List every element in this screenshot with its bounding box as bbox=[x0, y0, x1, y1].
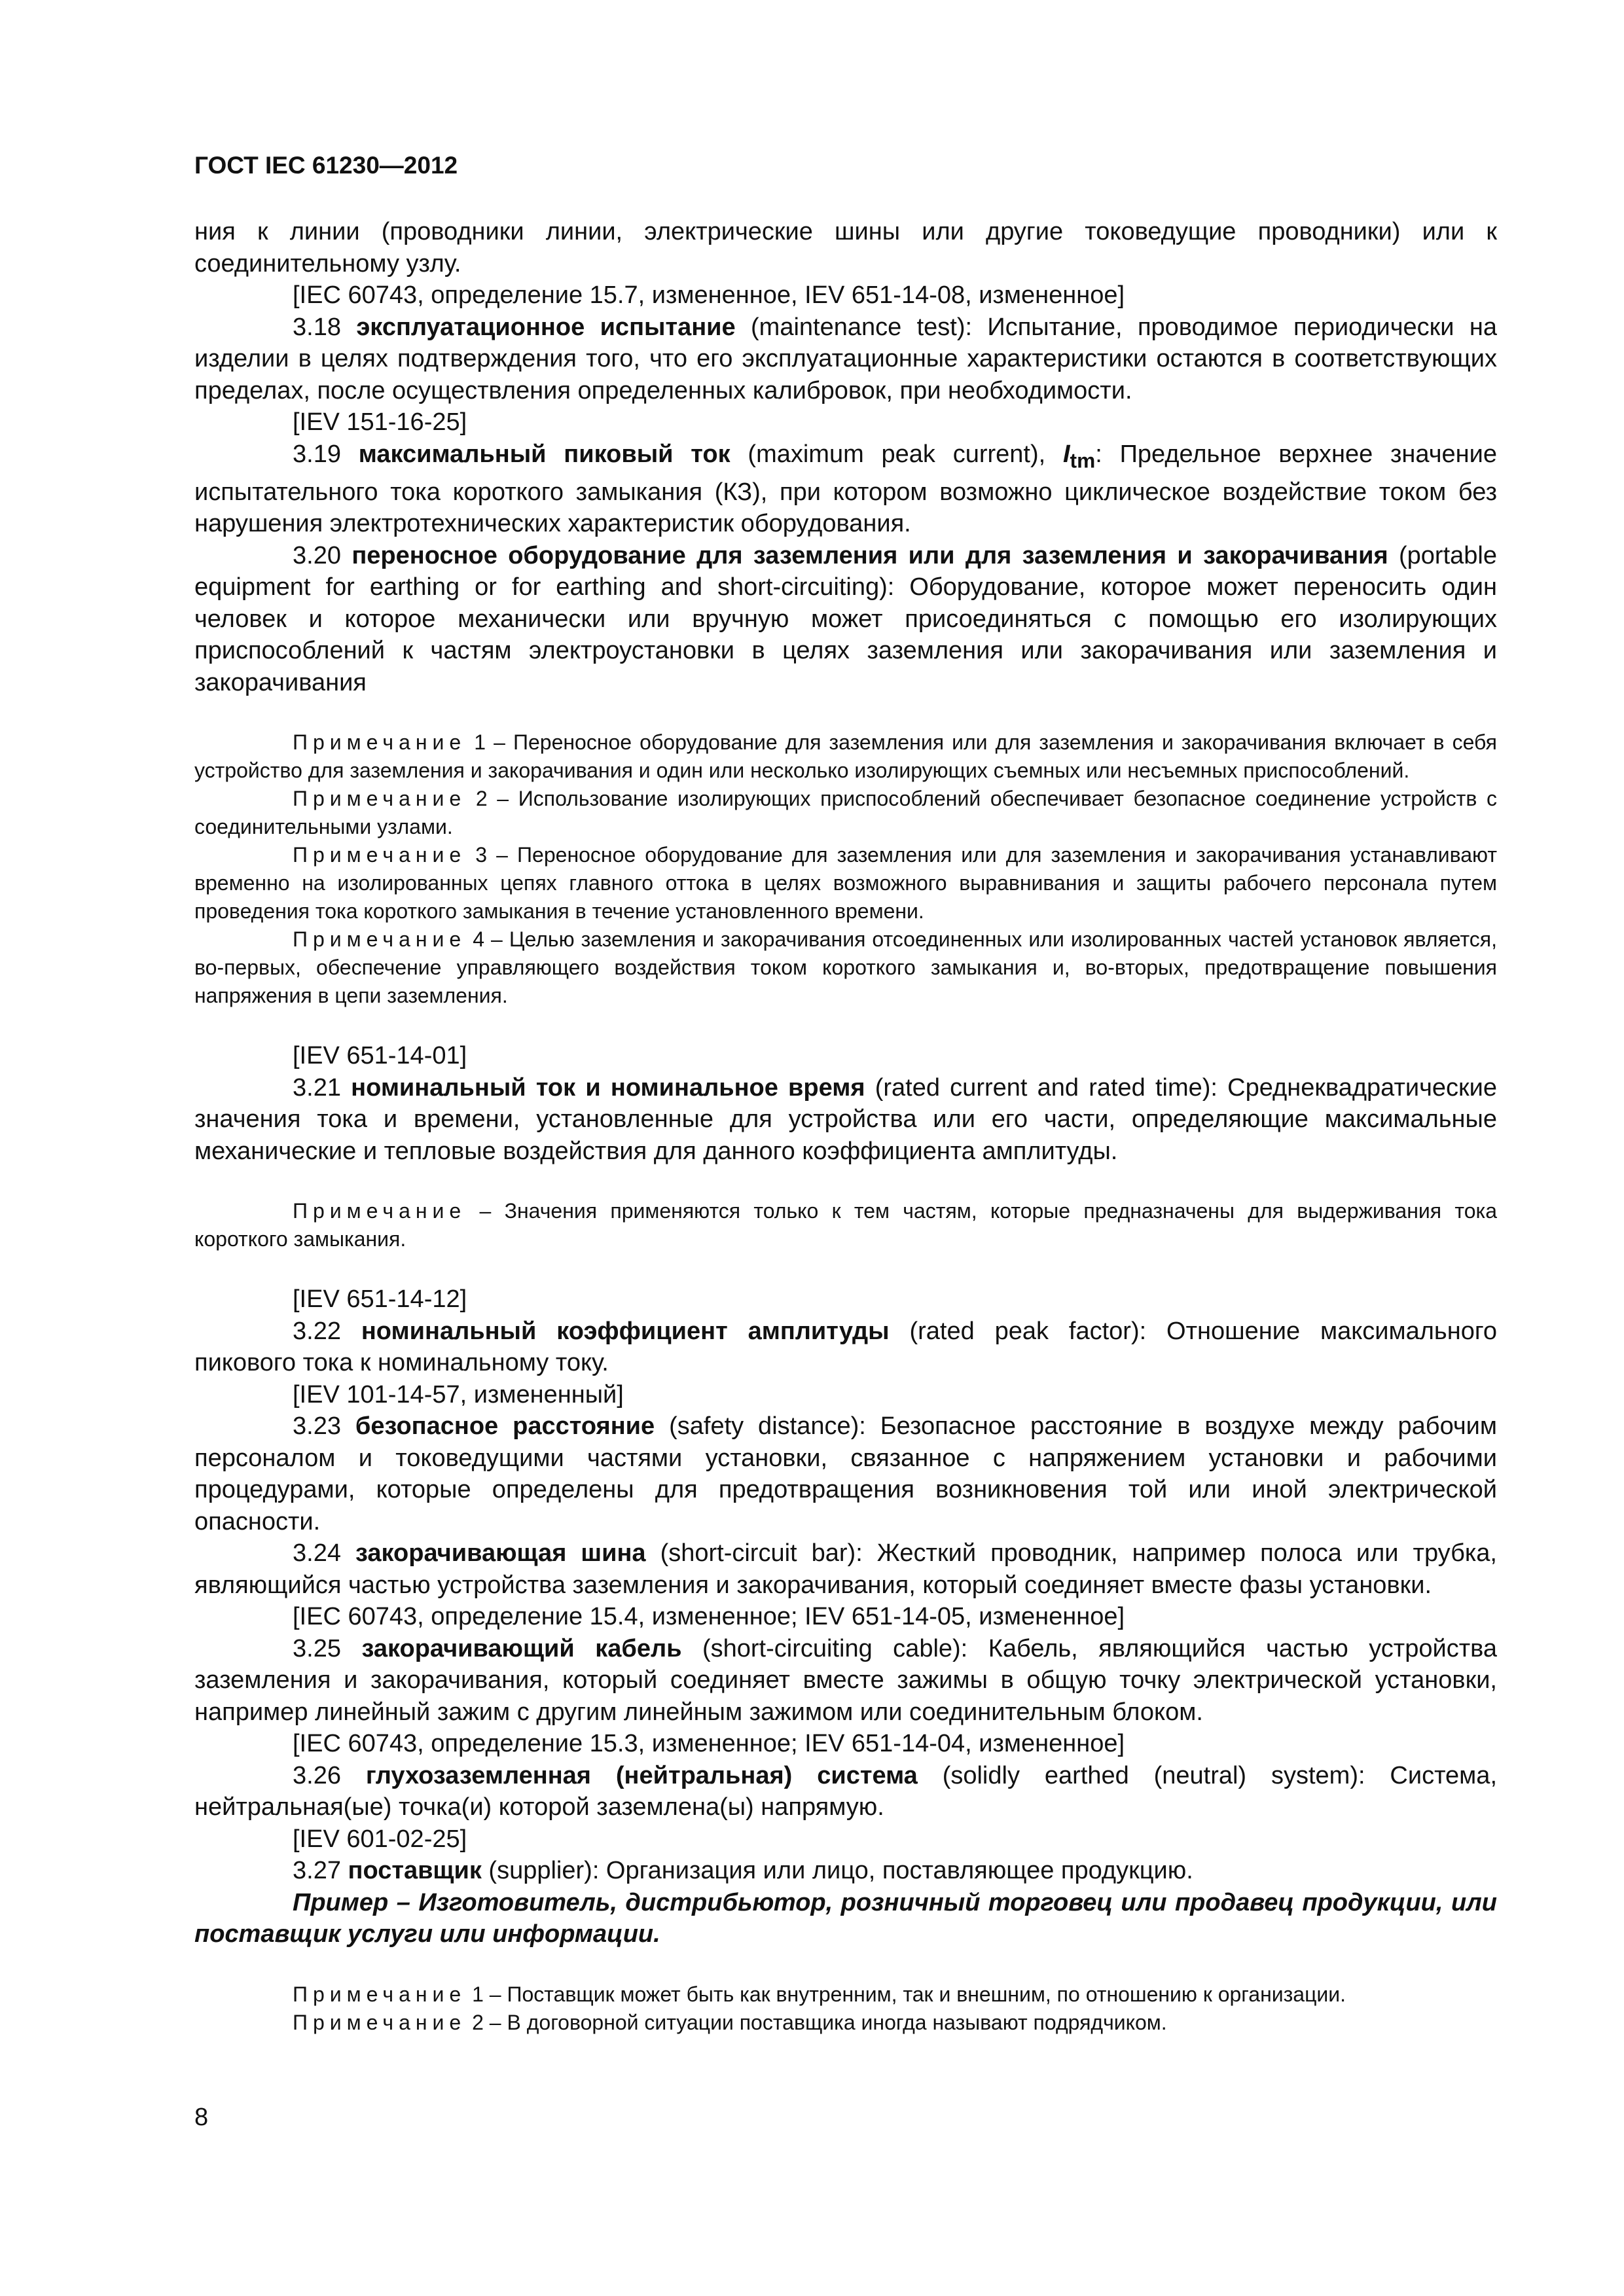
term-3-23: 3.23 безопасное расстояние (safety distance): Безопасное расстояние в воздухе между рабочим персоналом и токоведущими частями установки, связанное с напряжением установки и рабочими процедурами, которые определены для предотвращения возникновения той или иной электрической опасности. bbox=[194, 1412, 1498, 1535]
document-body bbox=[194, 216, 1497, 2037]
term-title: номинальный ток и номинальное время bbox=[351, 1073, 865, 1102]
note: Примечание 3 – Переносное оборудование для заземления или для заземления и закорачивания устанавливают временно на изолированных цепях главного оттока в целях возможного выравнивания и защиты рабочего персонала путем проведения тока короткого замыкания в течение установленного времени. bbox=[194, 843, 1497, 924]
term-3-18: 3.18 эксплуатационное испытание (maintenance test): Испытание, проводимое периодически на изделии в целях подтверждения того, что его эксплуатационные характеристики остаются в соответствующих пределах, после осуществления определенных калибровок, при необходимости. bbox=[194, 313, 1497, 404]
note: Примечание 2 – В договорной ситуации поставщика иногда называют подрядчиком. bbox=[293, 2010, 1167, 2034]
term-3-26: 3.26 глухозаземленная (нейтральная) система (solidly earthed (neutral) system): Система, нейтральная(ые) точка(и) которой заземлена(ы) напрямую. bbox=[194, 1761, 1497, 1821]
term-3-27: 3.27 поставщик (supplier): Организация или лицо, поставляющее продукцию. bbox=[293, 1857, 1193, 1885]
reference: [IEV 101-14-57, измененный] bbox=[293, 1380, 624, 1408]
example: Пример – Изготовитель, дистрибьютор, розничный торговец или продавец продукции, или поставщик услуги или информации. bbox=[194, 1888, 1497, 1948]
term-title: номинальный коэффициент амплитуды bbox=[361, 1317, 890, 1345]
reference: [IEV 651-14-12] bbox=[293, 1285, 467, 1314]
note: Примечание – Значения применяются только к тем частям, которые предназначены для выдерживания тока короткого замыкания. bbox=[194, 1199, 1497, 1251]
note: Примечание 1 – Поставщик может быть как внутренним, так и внешним, по отношению к организации. bbox=[293, 1982, 1346, 2006]
term-3-20: 3.20 переносное оборудование для заземления или для заземления и закорачивания (portable equipment for earthing or for earthing and short-circuiting): Оборудование, которое может переносить один человек и которое механически или вручную может присоединяться с помощью его изолирующих приспособлений к частям электроустановки в целях заземления или закорачивания или заземления и закорачивания bbox=[194, 541, 1497, 696]
reference: [IEV 151-16-25] bbox=[293, 408, 467, 436]
note: Примечание 2 – Использование изолирующих приспособлений обеспечивает безопасное соединение устройств с соединительными узлами. bbox=[194, 787, 1497, 839]
term-3-19: 3.19 максимальный пиковый ток (maximum peak current), $I_{tm}$: Предельное верхнее значение испытательного тока короткого замыкания (КЗ), при котором возможно циклическое воздействие током без нарушения электротехнических характеристик оборудования. bbox=[194, 440, 1497, 538]
term-3-22: 3.22 номинальный коэффициент амплитуды (rated peak factor): Отношение максимального пикового тока к номинальному току. bbox=[194, 1317, 1498, 1377]
term-title: безопасное расстояние bbox=[355, 1412, 655, 1441]
term-3-21: 3.21 номинальный ток и номинальное время (rated current and rated time): Среднеквадратические значения тока и времени, установленные для устройства или его части, определяющие максимальные механические и тепловые воздействия для данного коэффициента амплитуды. bbox=[194, 1073, 1498, 1165]
note: Примечание 1 – Переносное оборудование для заземления или для заземления и закорачивания включает в себя устройство для заземления и закорачивания и один или несколько изолирующих съемных или несъемных приспособлений. bbox=[194, 730, 1497, 783]
term-title: максимальный пиковый ток bbox=[358, 440, 731, 468]
reference: [IEC 60743, определение 15.3, измененное; IEV 651-14-04, измененное] bbox=[293, 1730, 1125, 1758]
term-title: закорачивающий кабель bbox=[361, 1634, 682, 1662]
page-number: 8 bbox=[194, 2104, 209, 2131]
term-title: поставщик bbox=[348, 1857, 482, 1885]
term-title: глухозаземленная (нейтральная) система bbox=[365, 1761, 918, 1789]
term-title: эксплуатационное испытание bbox=[356, 313, 736, 341]
reference: [IEC 60743, определение 15.7, измененное, IEV 651-14-08, измененное] bbox=[293, 281, 1125, 309]
paragraph-continuation: ния к линии (проводники линии, электрические шины или другие токоведущие проводники) или к соединительному узлу. bbox=[194, 218, 1497, 278]
reference: [IEC 60743, определение 15.4, измененное; IEV 651-14-05, измененное] bbox=[293, 1603, 1125, 1631]
term-title: закорачивающая шина bbox=[355, 1539, 646, 1568]
symbol: I bbox=[1062, 440, 1070, 468]
term-3-25: 3.25 закорачивающий кабель (short-circuiting cable): Кабель, являющийся частью устройства заземления и закорачивания, который соединяет вместе зажимы в общую точку электрической установки, например линейный зажим с другим линейным зажимом или соединительным блоком. bbox=[194, 1634, 1497, 1726]
symbol-subscript: tm bbox=[1070, 448, 1096, 473]
term-3-24: 3.24 закорачивающая шина (short-circuit bar): Жесткий проводник, например полоса или трубка, являющийся частью устройства заземления и закорачивания, который соединяет вместе фазы установки. bbox=[194, 1539, 1497, 1599]
reference: [IEV 601-02-25] bbox=[293, 1825, 467, 1853]
reference: [IEV 651-14-01] bbox=[293, 1042, 467, 1070]
document-header: ГОСТ IEC 61230—2012 bbox=[194, 152, 458, 179]
note: Примечание 4 – Целью заземления и закорачивания отсоединенных или изолированных частей установок является, во-первых, обеспечение управляющего воздействия током короткого замыкания и, во-вторых, предотвращение повышения напряжения в цепи заземления. bbox=[194, 927, 1497, 1008]
term-title: переносное оборудование для заземления или для заземления и закорачивания bbox=[352, 541, 1388, 569]
